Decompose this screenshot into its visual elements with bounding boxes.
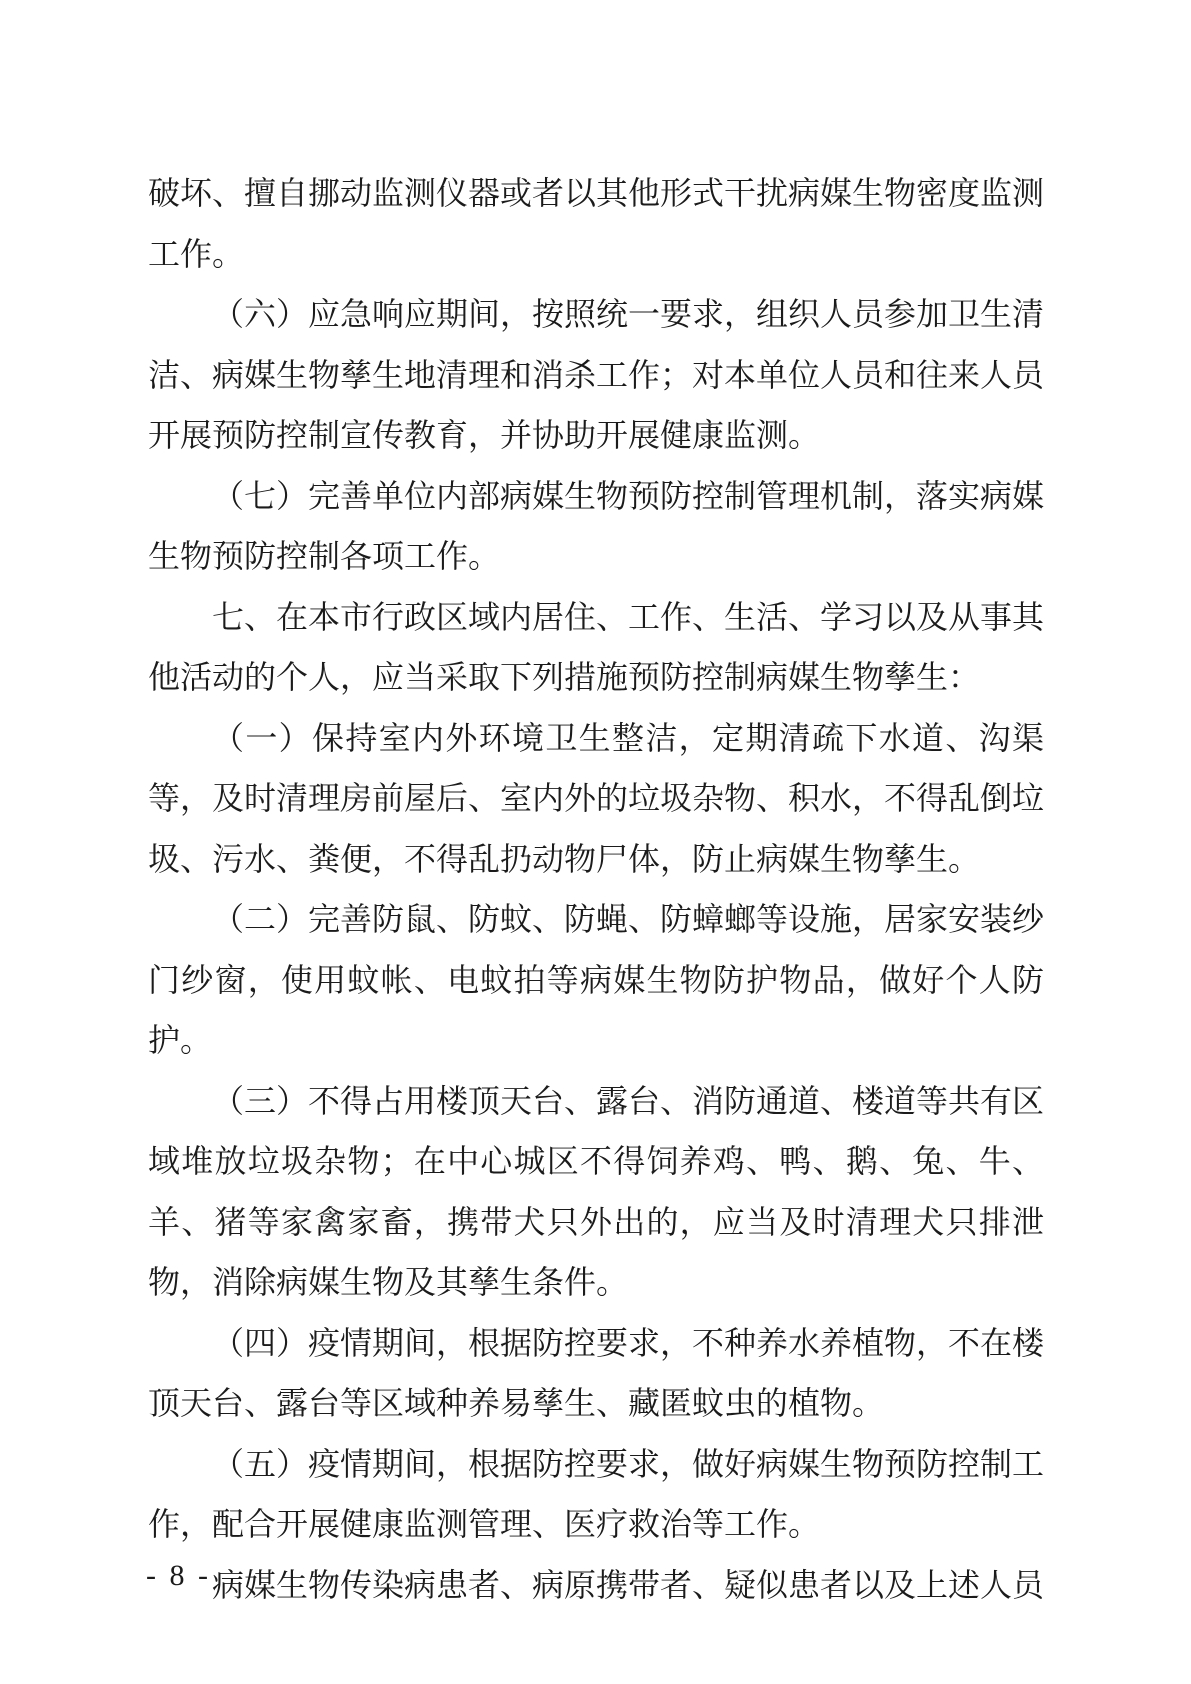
paragraph-continuation: 破坏、擅自挪动监测仪器或者以其他形式干扰病媒生物密度监测工作。 xyxy=(148,175,1045,272)
paragraph-item-three: （三）不得占用楼顶天台、露台、消防通道、楼道等共有区域堆放垃圾杂物；在中心城区不得饲养鸡、鸭、鹅、兔、牛、羊、猪等家禽家畜，携带犬只外出的，应当及时清理犬只排泄物，消除病媒生物及其孳生条件。 xyxy=(148,1082,1045,1300)
paragraph-item-seven: （七）完善单位内部病媒生物预防控制管理机制，落实病媒生物预防控制各项工作。 xyxy=(148,477,1045,574)
paragraph-item-one: （一）保持室内外环境卫生整洁，定期清疏下水道、沟渠等，及时清理房前屋后、室内外的垃圾杂物、积水，不得乱倒垃圾、污水、粪便，不得乱扔动物尸体，防止病媒生物孳生。 xyxy=(148,719,1045,877)
paragraph-item-four: （四）疫情期间，根据防控要求，不种养水养植物，不在楼顶天台、露台等区域种养易孳生、藏匿蚊虫的植物。 xyxy=(148,1324,1045,1421)
paragraph-item-five: （五）疫情期间，根据防控要求，做好病媒生物预防控制工作，配合开展健康监测管理、医疗救治等工作。 xyxy=(148,1445,1045,1542)
paragraph-item-six: （六）应急响应期间，按照统一要求，组织人员参加卫生清洁、病媒生物孳生地清理和消杀工作；对本单位人员和往来人员开展预防控制宣传教育，并协助开展健康监测。 xyxy=(148,296,1045,453)
paragraph-closing: 病媒生物传染病患者、病原携带者、疑似患者以及上述人员 xyxy=(212,1566,1045,1603)
document-body xyxy=(148,163,1044,1615)
paragraph-section-seven: 七、在本市行政区域内居住、工作、生活、学习以及从事其他活动的个人，应当采取下列措施预防控制病媒生物孳生： xyxy=(148,598,1045,695)
paragraph-item-two: （二）完善防鼠、防蚊、防蝇、防蟑螂等设施，居家安装纱门纱窗，使用蚊帐、电蚊拍等病媒生物防护物品，做好个人防护。 xyxy=(148,901,1045,1058)
page-number: - 8 - xyxy=(146,1559,211,1592)
